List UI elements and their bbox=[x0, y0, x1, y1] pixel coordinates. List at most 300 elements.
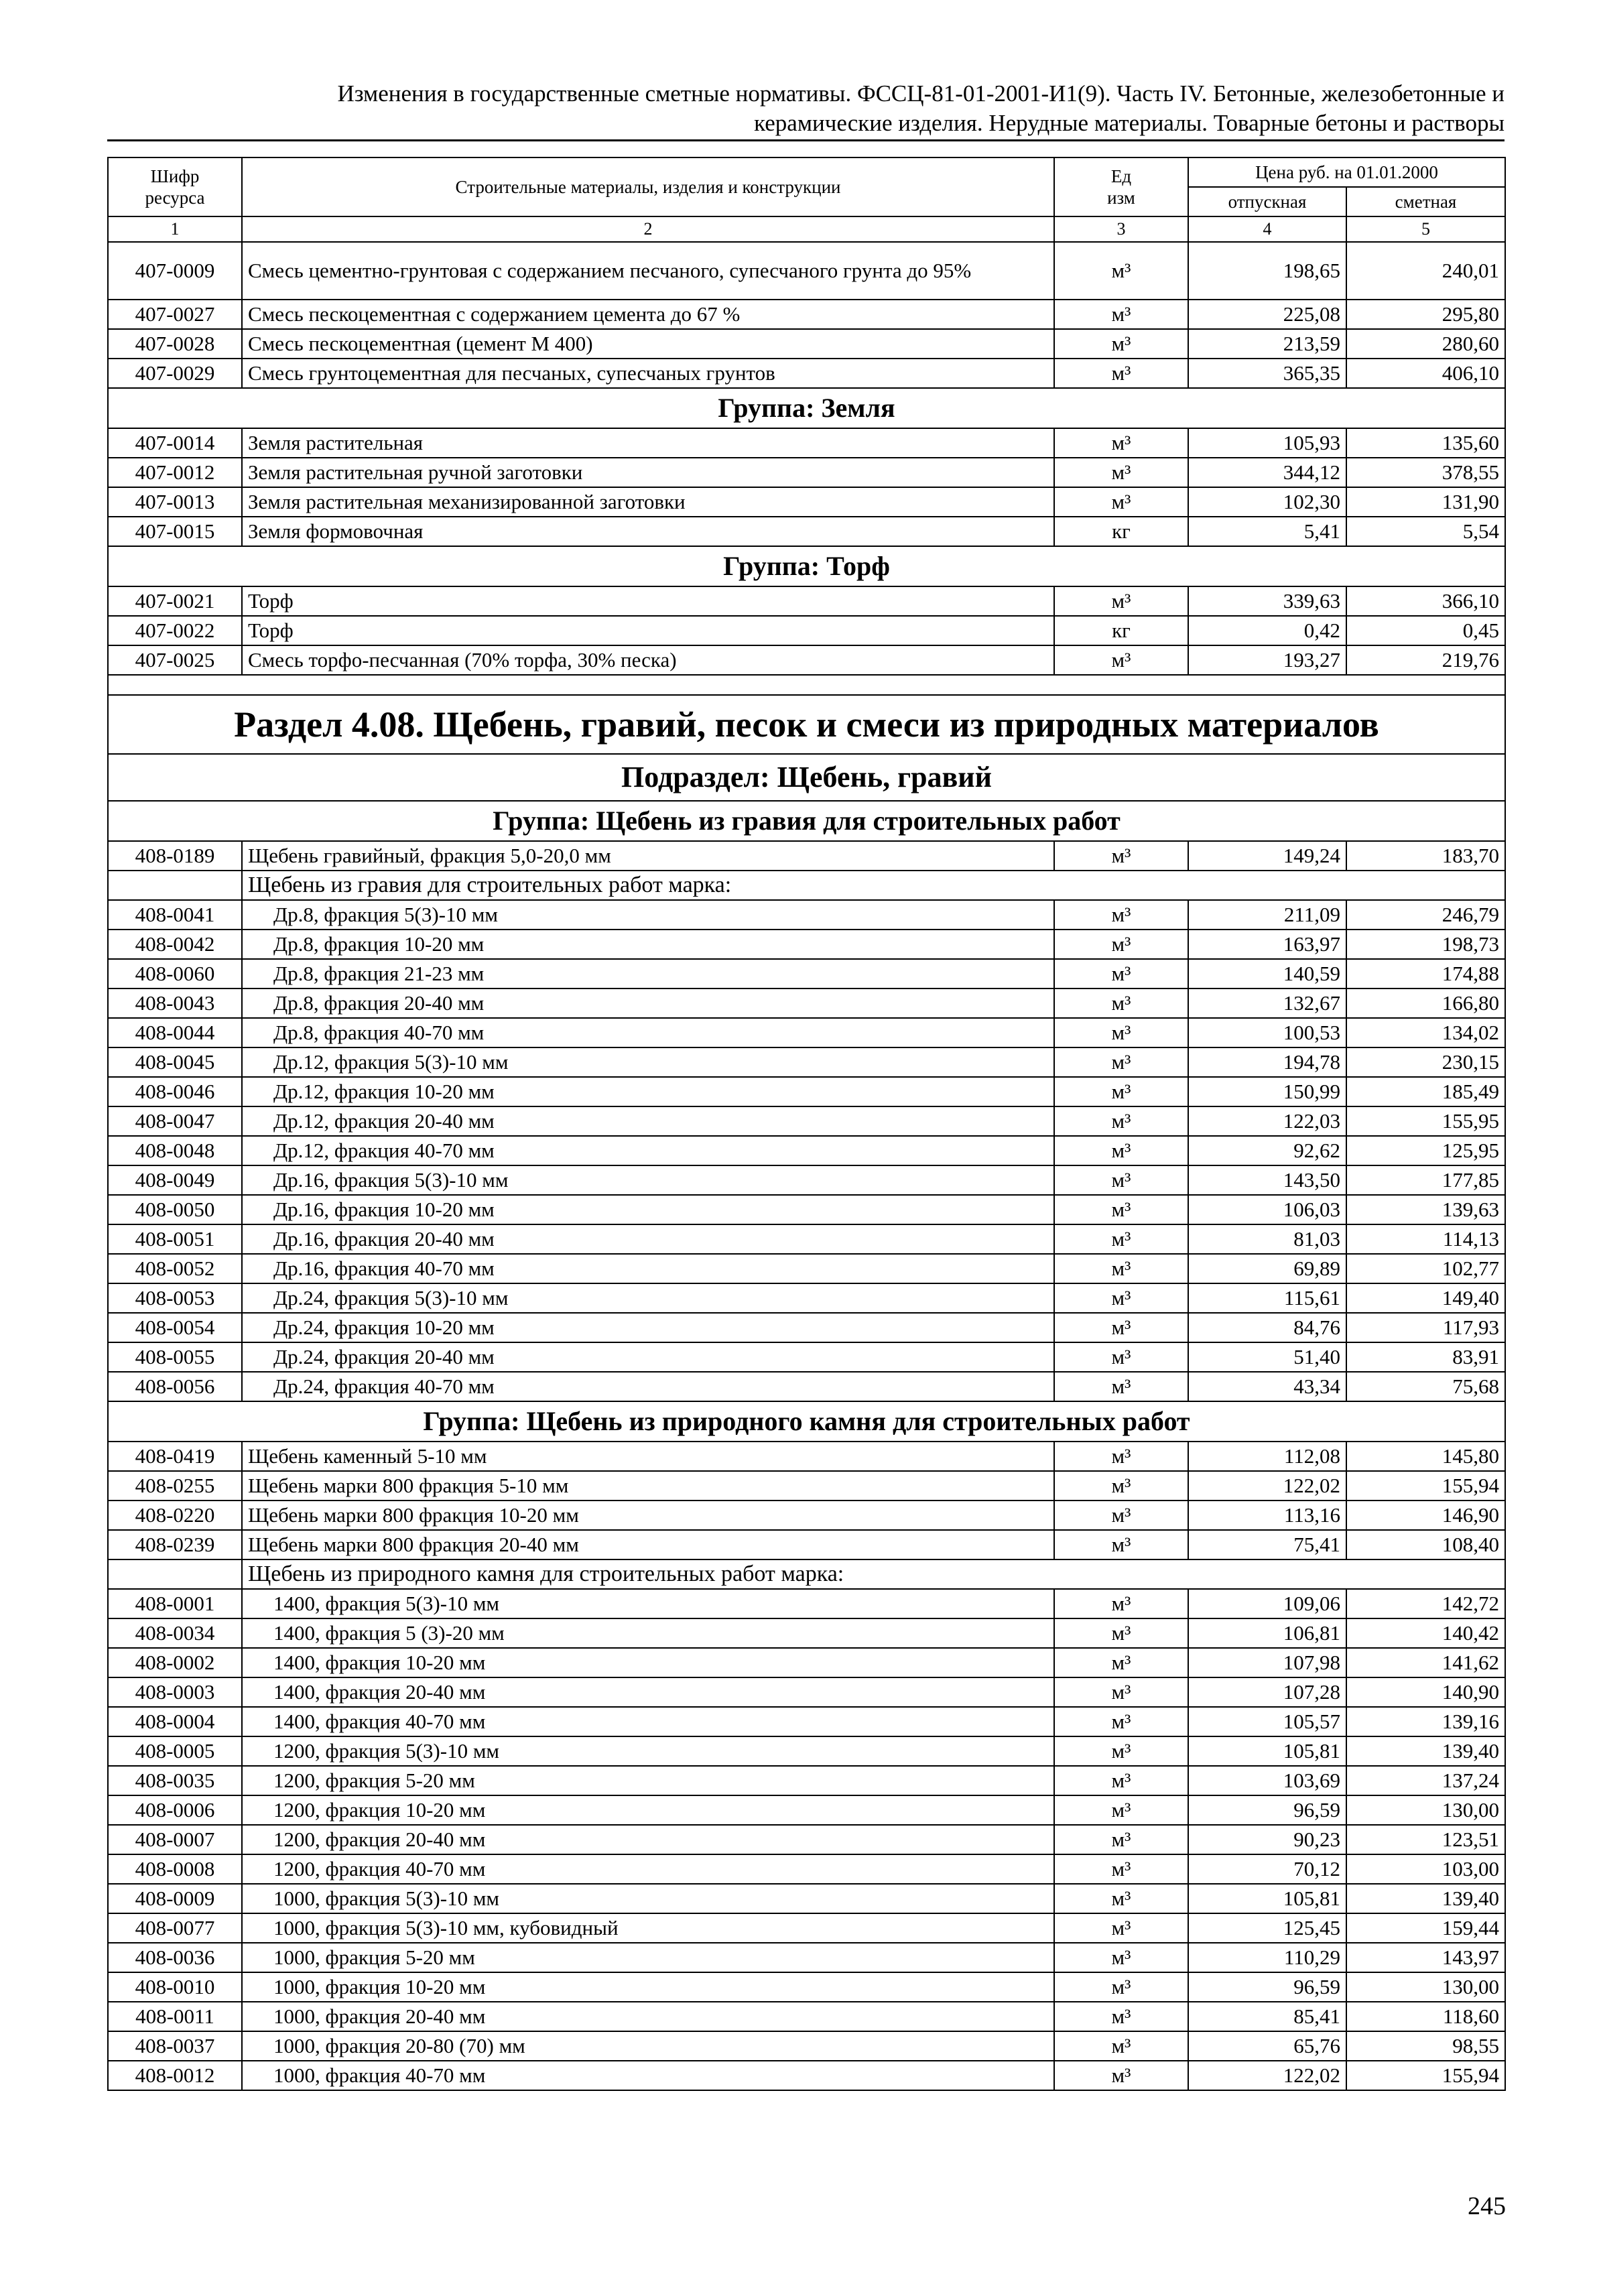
material-name: Др.12, фракция 40-70 мм bbox=[242, 1136, 1054, 1165]
subsection-heading: Подраздел: Щебень, гравий bbox=[108, 754, 1505, 801]
table-row bbox=[108, 428, 1505, 458]
table-row bbox=[108, 586, 1505, 616]
release-price: 105,93 bbox=[1188, 428, 1346, 458]
material-name: Др.8, фракция 20-40 мм bbox=[242, 988, 1054, 1018]
group-heading-row bbox=[108, 801, 1505, 841]
release-price: 70,12 bbox=[1188, 1854, 1346, 1884]
unit-of-measure: м³ bbox=[1054, 1471, 1188, 1501]
unit-of-measure: м³ bbox=[1054, 1283, 1188, 1313]
estimate-price: 134,02 bbox=[1346, 1018, 1505, 1047]
release-price: 51,40 bbox=[1188, 1342, 1346, 1372]
table-row bbox=[108, 1283, 1505, 1313]
material-name: Др.24, фракция 10-20 мм bbox=[242, 1313, 1054, 1342]
table-row bbox=[108, 988, 1505, 1018]
estimate-price: 198,73 bbox=[1346, 930, 1505, 959]
release-price: 112,08 bbox=[1188, 1442, 1346, 1471]
table-row bbox=[108, 616, 1505, 645]
material-name: Др.16, фракция 10-20 мм bbox=[242, 1195, 1054, 1224]
note-code-cell bbox=[108, 871, 242, 900]
unit-of-measure: м³ bbox=[1054, 988, 1188, 1018]
unit-of-measure: м³ bbox=[1054, 1677, 1188, 1707]
estimate-price: 135,60 bbox=[1346, 428, 1505, 458]
estimate-price: 185,49 bbox=[1346, 1077, 1505, 1106]
unit-of-measure: м³ bbox=[1054, 1442, 1188, 1471]
estimate-price: 0,45 bbox=[1346, 616, 1505, 645]
table-row bbox=[108, 1913, 1505, 1943]
table-row bbox=[108, 1372, 1505, 1401]
table-row bbox=[108, 1677, 1505, 1707]
resource-code: 408-0004 bbox=[108, 1707, 242, 1736]
unit-of-measure: м³ bbox=[1054, 458, 1188, 487]
table-row bbox=[108, 1884, 1505, 1913]
resource-code: 408-0044 bbox=[108, 1018, 242, 1047]
unit-of-measure: м³ bbox=[1054, 1047, 1188, 1077]
unit-of-measure: м³ bbox=[1054, 1254, 1188, 1283]
estimate-price: 145,80 bbox=[1346, 1442, 1505, 1471]
table-row bbox=[108, 841, 1505, 871]
resource-code: 408-0007 bbox=[108, 1825, 242, 1854]
material-name: Др.8, фракция 40-70 мм bbox=[242, 1018, 1054, 1047]
table-row bbox=[108, 458, 1505, 487]
resource-code: 407-0028 bbox=[108, 329, 242, 359]
material-name: Др.12, фракция 5(3)-10 мм bbox=[242, 1047, 1054, 1077]
estimate-price: 83,91 bbox=[1346, 1342, 1505, 1372]
material-name: 1000, фракция 20-80 (70) мм bbox=[242, 2031, 1054, 2061]
estimate-price: 117,93 bbox=[1346, 1313, 1505, 1342]
estimate-price: 280,60 bbox=[1346, 329, 1505, 359]
material-name: Др.24, фракция 5(3)-10 мм bbox=[242, 1283, 1054, 1313]
resource-code: 408-0055 bbox=[108, 1342, 242, 1372]
estimate-price: 183,70 bbox=[1346, 841, 1505, 871]
resource-code: 408-0041 bbox=[108, 900, 242, 930]
table-row bbox=[108, 1165, 1505, 1195]
col-estimate-header: сметная bbox=[1346, 187, 1505, 216]
table-row bbox=[108, 1254, 1505, 1283]
resource-code: 408-0034 bbox=[108, 1618, 242, 1648]
unit-of-measure: м³ bbox=[1054, 1372, 1188, 1401]
material-name: Др.8, фракция 21-23 мм bbox=[242, 959, 1054, 988]
release-price: 115,61 bbox=[1188, 1283, 1346, 1313]
unit-of-measure: м³ bbox=[1054, 2031, 1188, 2061]
table-row bbox=[108, 1018, 1505, 1047]
material-name: Земля формовочная bbox=[242, 517, 1054, 546]
resource-code: 407-0015 bbox=[108, 517, 242, 546]
estimate-price: 98,55 bbox=[1346, 2031, 1505, 2061]
material-name: 1400, фракция 40-70 мм bbox=[242, 1707, 1054, 1736]
unit-of-measure: м³ bbox=[1054, 487, 1188, 517]
estimate-price: 155,94 bbox=[1346, 1471, 1505, 1501]
unit-of-measure: м³ bbox=[1054, 959, 1188, 988]
unit-of-measure: м³ bbox=[1054, 2061, 1188, 2090]
col-number-2: 2 bbox=[242, 216, 1054, 242]
release-price: 140,59 bbox=[1188, 959, 1346, 988]
table-row bbox=[108, 1972, 1505, 2002]
price-table bbox=[107, 157, 1506, 2091]
table-row bbox=[108, 1501, 1505, 1530]
estimate-price: 230,15 bbox=[1346, 1047, 1505, 1077]
header-rule bbox=[107, 139, 1505, 141]
table-row bbox=[108, 900, 1505, 930]
estimate-price: 108,40 bbox=[1346, 1530, 1505, 1559]
release-price: 103,69 bbox=[1188, 1766, 1346, 1795]
note-code-cell bbox=[108, 1559, 242, 1589]
estimate-price: 140,42 bbox=[1346, 1618, 1505, 1648]
unit-of-measure: м³ bbox=[1054, 1018, 1188, 1047]
header-line-1: Изменения в государственные сметные нормативы. ФССЦ-81-01-2001-И1(9). Часть IV. Бетонные, железобетонные и bbox=[337, 80, 1505, 107]
table-row bbox=[108, 1825, 1505, 1854]
unit-of-measure: м³ bbox=[1054, 900, 1188, 930]
material-name: Земля растительная механизированной заготовки bbox=[242, 487, 1054, 517]
resource-code: 407-0009 bbox=[108, 242, 242, 300]
estimate-price: 155,94 bbox=[1346, 2061, 1505, 2090]
release-price: 122,02 bbox=[1188, 2061, 1346, 2090]
unit-of-measure: м³ bbox=[1054, 1972, 1188, 2002]
unit-of-measure: м³ bbox=[1054, 1501, 1188, 1530]
resource-code: 408-0012 bbox=[108, 2061, 242, 2090]
release-price: 132,67 bbox=[1188, 988, 1346, 1018]
table-row bbox=[108, 242, 1505, 300]
resource-code: 408-0043 bbox=[108, 988, 242, 1018]
estimate-price: 139,16 bbox=[1346, 1707, 1505, 1736]
resource-code: 407-0013 bbox=[108, 487, 242, 517]
resource-code: 408-0008 bbox=[108, 1854, 242, 1884]
release-price: 211,09 bbox=[1188, 900, 1346, 930]
release-price: 213,59 bbox=[1188, 329, 1346, 359]
release-price: 105,81 bbox=[1188, 1736, 1346, 1766]
table-row bbox=[108, 1736, 1505, 1766]
release-price: 107,28 bbox=[1188, 1677, 1346, 1707]
table-row bbox=[108, 1077, 1505, 1106]
estimate-price: 295,80 bbox=[1346, 300, 1505, 329]
section-spacer bbox=[108, 675, 1505, 695]
release-price: 225,08 bbox=[1188, 300, 1346, 329]
table-row bbox=[108, 1795, 1505, 1825]
material-name: 1000, фракция 40-70 мм bbox=[242, 2061, 1054, 2090]
resource-code: 408-0011 bbox=[108, 2002, 242, 2031]
table-row bbox=[108, 1707, 1505, 1736]
material-name: 1400, фракция 5(3)-10 мм bbox=[242, 1589, 1054, 1618]
resource-code: 408-0001 bbox=[108, 1589, 242, 1618]
release-price: 100,53 bbox=[1188, 1018, 1346, 1047]
table-row bbox=[108, 645, 1505, 675]
material-name: Др.12, фракция 10-20 мм bbox=[242, 1077, 1054, 1106]
material-name: Др.16, фракция 5(3)-10 мм bbox=[242, 1165, 1054, 1195]
estimate-price: 139,63 bbox=[1346, 1195, 1505, 1224]
subgroup-note-row bbox=[108, 871, 1505, 900]
resource-code: 408-0189 bbox=[108, 841, 242, 871]
resource-code: 408-0060 bbox=[108, 959, 242, 988]
section-spacer-cell bbox=[108, 675, 1505, 695]
release-price: 163,97 bbox=[1188, 930, 1346, 959]
col-number-3: 3 bbox=[1054, 216, 1188, 242]
resource-code: 408-0045 bbox=[108, 1047, 242, 1077]
table-row bbox=[108, 1618, 1505, 1648]
release-price: 106,81 bbox=[1188, 1618, 1346, 1648]
resource-code: 408-0052 bbox=[108, 1254, 242, 1283]
unit-of-measure: м³ bbox=[1054, 1530, 1188, 1559]
release-price: 193,27 bbox=[1188, 645, 1346, 675]
release-price: 198,65 bbox=[1188, 242, 1346, 300]
group-heading-row bbox=[108, 388, 1505, 428]
release-price: 84,76 bbox=[1188, 1313, 1346, 1342]
unit-of-measure: м³ bbox=[1054, 1884, 1188, 1913]
unit-of-measure: м³ bbox=[1054, 645, 1188, 675]
estimate-price: 102,77 bbox=[1346, 1254, 1505, 1283]
table-row bbox=[108, 930, 1505, 959]
group-heading-row bbox=[108, 546, 1505, 586]
resource-code: 408-0036 bbox=[108, 1943, 242, 1972]
estimate-price: 159,44 bbox=[1346, 1913, 1505, 1943]
release-price: 122,03 bbox=[1188, 1106, 1346, 1136]
unit-of-measure: м³ bbox=[1054, 2002, 1188, 2031]
material-name: 1000, фракция 20-40 мм bbox=[242, 2002, 1054, 2031]
unit-of-measure: м³ bbox=[1054, 1224, 1188, 1254]
estimate-price: 137,24 bbox=[1346, 1766, 1505, 1795]
estimate-price: 139,40 bbox=[1346, 1736, 1505, 1766]
estimate-price: 406,10 bbox=[1346, 359, 1505, 388]
estimate-price: 149,40 bbox=[1346, 1283, 1505, 1313]
unit-of-measure: м³ bbox=[1054, 1854, 1188, 1884]
group-heading: Группа: Щебень из природного камня для строительных работ bbox=[108, 1401, 1505, 1442]
release-price: 65,76 bbox=[1188, 2031, 1346, 2061]
estimate-price: 130,00 bbox=[1346, 1972, 1505, 2002]
release-price: 109,06 bbox=[1188, 1589, 1346, 1618]
resource-code: 408-0006 bbox=[108, 1795, 242, 1825]
release-price: 96,59 bbox=[1188, 1795, 1346, 1825]
table-row bbox=[108, 1342, 1505, 1372]
col-code-header: Шифр ресурса bbox=[108, 157, 242, 216]
resource-code: 408-0053 bbox=[108, 1283, 242, 1313]
group-heading: Группа: Земля bbox=[108, 388, 1505, 428]
release-price: 143,50 bbox=[1188, 1165, 1346, 1195]
estimate-price: 141,62 bbox=[1346, 1648, 1505, 1677]
table-row bbox=[108, 959, 1505, 988]
resource-code: 408-0005 bbox=[108, 1736, 242, 1766]
release-price: 125,45 bbox=[1188, 1913, 1346, 1943]
material-name: 1000, фракция 5-20 мм bbox=[242, 1943, 1054, 1972]
resource-code: 408-0255 bbox=[108, 1471, 242, 1501]
table-row bbox=[108, 2061, 1505, 2090]
release-price: 5,41 bbox=[1188, 517, 1346, 546]
table-row bbox=[108, 300, 1505, 329]
unit-of-measure: м³ bbox=[1054, 1077, 1188, 1106]
estimate-price: 131,90 bbox=[1346, 487, 1505, 517]
col-number-1: 1 bbox=[108, 216, 242, 242]
material-name: Щебень гравийный, фракция 5,0-20,0 мм bbox=[242, 841, 1054, 871]
unit-of-measure: м³ bbox=[1054, 1165, 1188, 1195]
unit-of-measure: м³ bbox=[1054, 242, 1188, 300]
estimate-price: 130,00 bbox=[1346, 1795, 1505, 1825]
material-name: Др.16, фракция 40-70 мм bbox=[242, 1254, 1054, 1283]
resource-code: 408-0035 bbox=[108, 1766, 242, 1795]
resource-code: 408-0419 bbox=[108, 1442, 242, 1471]
unit-of-measure: м³ bbox=[1054, 586, 1188, 616]
release-price: 92,62 bbox=[1188, 1136, 1346, 1165]
subsection-heading-row bbox=[108, 754, 1505, 801]
release-price: 194,78 bbox=[1188, 1047, 1346, 1077]
resource-code: 408-0048 bbox=[108, 1136, 242, 1165]
table-row bbox=[108, 1854, 1505, 1884]
unit-of-measure: м³ bbox=[1054, 1106, 1188, 1136]
estimate-price: 240,01 bbox=[1346, 242, 1505, 300]
resource-code: 408-0046 bbox=[108, 1077, 242, 1106]
resource-code: 407-0022 bbox=[108, 616, 242, 645]
release-price: 81,03 bbox=[1188, 1224, 1346, 1254]
release-price: 106,03 bbox=[1188, 1195, 1346, 1224]
estimate-price: 166,80 bbox=[1346, 988, 1505, 1018]
header-line-2: керамические изделия. Нерудные материалы. Товарные бетоны и растворы bbox=[754, 110, 1505, 136]
material-name: 1200, фракция 5-20 мм bbox=[242, 1766, 1054, 1795]
material-name: Торф bbox=[242, 586, 1054, 616]
resource-code: 408-0002 bbox=[108, 1648, 242, 1677]
estimate-price: 219,76 bbox=[1346, 645, 1505, 675]
table-row bbox=[108, 1442, 1505, 1471]
resource-code: 408-0239 bbox=[108, 1530, 242, 1559]
unit-of-measure: м³ bbox=[1054, 930, 1188, 959]
estimate-price: 140,90 bbox=[1346, 1677, 1505, 1707]
unit-of-measure: м³ bbox=[1054, 1195, 1188, 1224]
table-row bbox=[108, 1136, 1505, 1165]
estimate-price: 378,55 bbox=[1346, 458, 1505, 487]
release-price: 69,89 bbox=[1188, 1254, 1346, 1283]
material-name: 1200, фракция 10-20 мм bbox=[242, 1795, 1054, 1825]
material-name: Щебень марки 800 фракция 10-20 мм bbox=[242, 1501, 1054, 1530]
release-price: 107,98 bbox=[1188, 1648, 1346, 1677]
table-row bbox=[108, 359, 1505, 388]
subgroup-note-row bbox=[108, 1559, 1505, 1589]
unit-of-measure: м³ bbox=[1054, 1913, 1188, 1943]
material-name: Щебень каменный 5-10 мм bbox=[242, 1442, 1054, 1471]
resource-code: 408-0077 bbox=[108, 1913, 242, 1943]
material-name: Торф bbox=[242, 616, 1054, 645]
unit-of-measure: м³ bbox=[1054, 359, 1188, 388]
group-heading-row bbox=[108, 1401, 1505, 1442]
resource-code: 408-0220 bbox=[108, 1501, 242, 1530]
material-name: Смесь цементно-грунтовая с содержанием песчаного, супесчаного грунта до 95% bbox=[242, 242, 1054, 300]
release-price: 0,42 bbox=[1188, 616, 1346, 645]
material-name: 1400, фракция 20-40 мм bbox=[242, 1677, 1054, 1707]
release-price: 43,34 bbox=[1188, 1372, 1346, 1401]
material-name: Др.24, фракция 40-70 мм bbox=[242, 1372, 1054, 1401]
estimate-price: 155,95 bbox=[1346, 1106, 1505, 1136]
material-name: Щебень марки 800 фракция 5-10 мм bbox=[242, 1471, 1054, 1501]
page-header bbox=[107, 79, 1505, 141]
resource-code: 407-0012 bbox=[108, 458, 242, 487]
release-price: 105,57 bbox=[1188, 1707, 1346, 1736]
estimate-price: 246,79 bbox=[1346, 900, 1505, 930]
release-price: 339,63 bbox=[1188, 586, 1346, 616]
table-row bbox=[108, 487, 1505, 517]
release-price: 344,12 bbox=[1188, 458, 1346, 487]
table-row bbox=[108, 1471, 1505, 1501]
group-heading: Группа: Щебень из гравия для строительных работ bbox=[108, 801, 1505, 841]
material-name: 1200, фракция 20-40 мм bbox=[242, 1825, 1054, 1854]
table-row bbox=[108, 1589, 1505, 1618]
resource-code: 408-0037 bbox=[108, 2031, 242, 2061]
estimate-price: 75,68 bbox=[1346, 1372, 1505, 1401]
page-number: 245 bbox=[1468, 2192, 1506, 2220]
resource-code: 408-0051 bbox=[108, 1224, 242, 1254]
resource-code: 408-0010 bbox=[108, 1972, 242, 2002]
subgroup-note: Щебень из природного камня для строительных работ марка: bbox=[242, 1559, 1505, 1589]
group-heading: Группа: Торф bbox=[108, 546, 1505, 586]
unit-of-measure: кг bbox=[1054, 616, 1188, 645]
estimate-price: 146,90 bbox=[1346, 1501, 1505, 1530]
estimate-price: 118,60 bbox=[1346, 2002, 1505, 2031]
unit-of-measure: м³ bbox=[1054, 1589, 1188, 1618]
unit-of-measure: м³ bbox=[1054, 1766, 1188, 1795]
material-name: Др.24, фракция 20-40 мм bbox=[242, 1342, 1054, 1372]
material-name: Смесь грунтоцементная для песчаных, супесчаных грунтов bbox=[242, 359, 1054, 388]
release-price: 102,30 bbox=[1188, 487, 1346, 517]
unit-of-measure: м³ bbox=[1054, 1736, 1188, 1766]
estimate-price: 123,51 bbox=[1346, 1825, 1505, 1854]
release-price: 110,29 bbox=[1188, 1943, 1346, 1972]
unit-of-measure: м³ bbox=[1054, 428, 1188, 458]
resource-code: 408-0042 bbox=[108, 930, 242, 959]
resource-code: 407-0025 bbox=[108, 645, 242, 675]
subgroup-note: Щебень из гравия для строительных работ марка: bbox=[242, 871, 1505, 900]
table-row bbox=[108, 1648, 1505, 1677]
material-name: 1200, фракция 5(3)-10 мм bbox=[242, 1736, 1054, 1766]
estimate-price: 103,00 bbox=[1346, 1854, 1505, 1884]
resource-code: 408-0003 bbox=[108, 1677, 242, 1707]
resource-code: 408-0056 bbox=[108, 1372, 242, 1401]
table-row bbox=[108, 1195, 1505, 1224]
table-row bbox=[108, 1313, 1505, 1342]
resource-code: 407-0014 bbox=[108, 428, 242, 458]
table-row bbox=[108, 329, 1505, 359]
material-name: 1400, фракция 5 (3)-20 мм bbox=[242, 1618, 1054, 1648]
estimate-price: 114,13 bbox=[1346, 1224, 1505, 1254]
table-row bbox=[108, 1106, 1505, 1136]
col-unit-header: Ед изм bbox=[1054, 157, 1188, 216]
estimate-price: 366,10 bbox=[1346, 586, 1505, 616]
release-price: 96,59 bbox=[1188, 1972, 1346, 2002]
resource-code: 408-0009 bbox=[108, 1884, 242, 1913]
col-number-4: 4 bbox=[1188, 216, 1346, 242]
table-row bbox=[108, 2002, 1505, 2031]
col-name-header: Строительные материалы, изделия и конструкции bbox=[242, 157, 1054, 216]
release-price: 113,16 bbox=[1188, 1501, 1346, 1530]
unit-of-measure: м³ bbox=[1054, 329, 1188, 359]
unit-of-measure: м³ bbox=[1054, 1648, 1188, 1677]
table-row bbox=[108, 1766, 1505, 1795]
estimate-price: 177,85 bbox=[1346, 1165, 1505, 1195]
estimate-price: 174,88 bbox=[1346, 959, 1505, 988]
resource-code: 408-0054 bbox=[108, 1313, 242, 1342]
release-price: 75,41 bbox=[1188, 1530, 1346, 1559]
col-number-5: 5 bbox=[1346, 216, 1505, 242]
release-price: 149,24 bbox=[1188, 841, 1346, 871]
material-name: 1200, фракция 40-70 мм bbox=[242, 1854, 1054, 1884]
estimate-price: 5,54 bbox=[1346, 517, 1505, 546]
estimate-price: 142,72 bbox=[1346, 1589, 1505, 1618]
resource-code: 407-0021 bbox=[108, 586, 242, 616]
table-row bbox=[108, 1530, 1505, 1559]
unit-of-measure: м³ bbox=[1054, 1795, 1188, 1825]
table-row bbox=[108, 1943, 1505, 1972]
table-body bbox=[108, 242, 1505, 2090]
material-name: Др.16, фракция 20-40 мм bbox=[242, 1224, 1054, 1254]
material-name: Смесь пескоцементная с содержанием цемента до 67 % bbox=[242, 300, 1054, 329]
material-name: Смесь торфо-песчанная (70% торфа, 30% песка) bbox=[242, 645, 1054, 675]
unit-of-measure: м³ bbox=[1054, 300, 1188, 329]
unit-of-measure: м³ bbox=[1054, 1618, 1188, 1648]
table-row bbox=[108, 1224, 1505, 1254]
release-price: 105,81 bbox=[1188, 1884, 1346, 1913]
release-price: 85,41 bbox=[1188, 2002, 1346, 2031]
